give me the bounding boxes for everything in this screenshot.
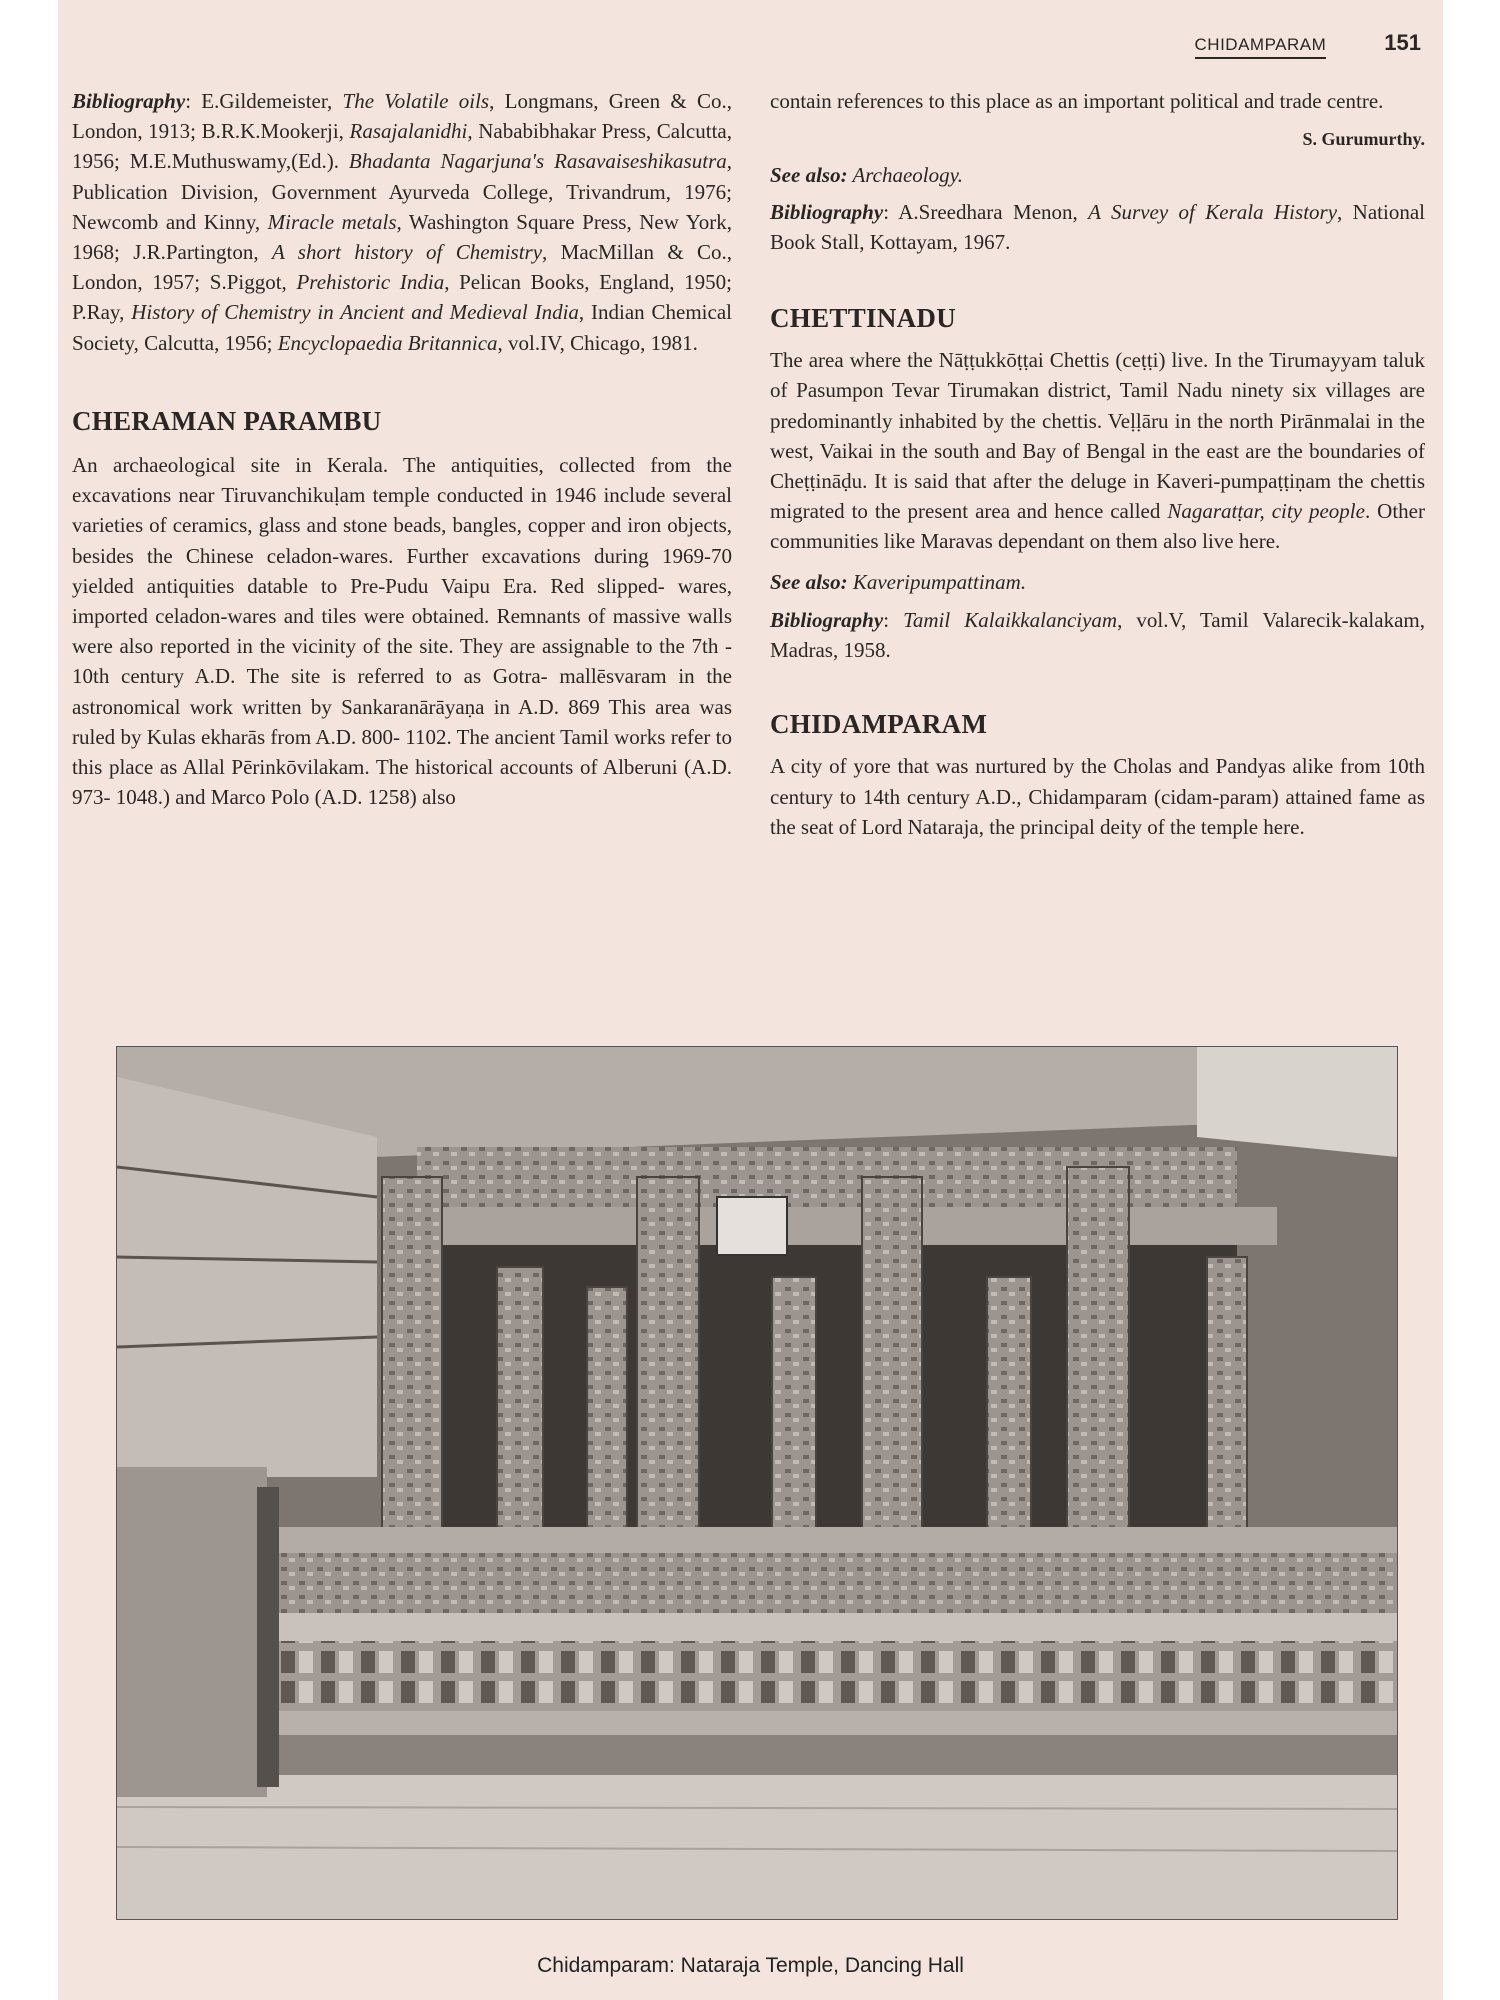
bibliography-gildemeister: Bibliography: E.Gildemeister, The Volatile oils, Longmans, Green & Co., London, 1913; B.R.K.Mookerji, Rasajalanidhi, Nababibhakar Press, Calcutta, 1956; M.E.Muthuswamy,(Ed.). Bhadanta Nagarjuna's Rasavaiseshikasutra, Publication Division, Government Ayurveda College, Trivandrum, 1976; Newcomb and Kinny, Miracle metals, Washington Square Press, New York, 1968; J.R.Partington, A short history of Chemistry, MacMillan & Co., London, 1957; S.Piggot, Prehistoric India, Pelican Books, England, 1950; P.Ray, History of Chemistry in Ancient and Medieval India, Indian Chemical Society, Calcutta, 1956; Encyclopaedia Britannica, vol.IV, Chicago, 1981. — [72, 89, 733, 355]
temple-photograph — [116, 1046, 1398, 1920]
page-header — [1195, 30, 1421, 59]
bibliography-kalaikkalanciyam: Bibliography: Tamil Kalaikkalanciyam, vol.V, Tamil Valarecik-kalakam, Madras, 1958. — [770, 607, 1425, 663]
heading-chettinadu: CHETTINADU — [770, 303, 957, 334]
heading-cheraman-parambu: CHERAMAN PARAMBU — [72, 405, 382, 436]
cheraman-parambu-body: An archaeological site in Kerala. The antiquities, collected from the excavations near Tiruvanchikuḷam temple conducted in 1946 include several varieties of ceramics, glass and stone beads, bangles, copper and iron objects, besides the Chinese celadon-wares. Further excavations during 1969-70 yielded antiquities datable to Pre-Pudu Vaipu Era. Red slipped- wares, imported celadon-wares and tiles were obtained. Remnants of massive walls were also reported in the vicinity of the site. They are assignable to the 7th - 10th century A.D. The site is referred to as Gotra- mallēsvaram in the astronomical work written by Sankaranārāyaṇa in A.D. 869 This area was ruled by Kulas ekharās from A.D. 800- 1102. The ancient Tamil works refer to this place as Allal Pērinkōvilakam. The historical accounts of Alberuni (A.D. 973- 1048.) and Marco Polo (A.D. 1258) also — [72, 453, 732, 810]
encyclopedia-page — [58, 0, 1443, 2000]
chidamparam-body: A city of yore that was nurtured by the Cholas and Pandyas alike from 10th century to 14th century A.D., Chidamparam (cidam-param) attained fame as the seat of Lord Nataraja, the principal deity of the temple here. — [770, 754, 1425, 839]
see-also-archaeology: See also: Archaeology. — [770, 163, 964, 188]
photo-caption: Chidamparam: Nataraja Temple, Dancing Hall — [537, 1954, 964, 1977]
page-number: 151 — [1384, 30, 1421, 55]
see-also-kaveripumpattinam: See also: Kaveripumpattinam. — [770, 569, 1027, 594]
left-column — [72, 86, 732, 812]
author-gurumurthy: S. Gurumurthy. — [1302, 129, 1425, 150]
running-head: CHIDAMPARAM — [1195, 35, 1327, 59]
bibliography-menon: Bibliography: A.Sreedhara Menon, A Survey of Kerala History, National Book Stall, Kottayam, 1967. — [770, 199, 1425, 254]
dancing-hall-illustration — [117, 1047, 1397, 1919]
cheraman-continuation: contain references to this place as an important political and trade centre. — [770, 89, 1384, 113]
heading-chidamparam: CHIDAMPARAM — [770, 709, 988, 740]
right-column — [770, 86, 1425, 842]
chettinadu-body: The area where the Nāṭṭukkōṭṭai Chettis (ceṭṭi) live. In the Tirumayyam taluk of Pasumpon Tevar Tirumakan district, Tamil Nadu ninety six villages are predominantly inhabited by the chettis. Veḷḷāru in the north Pirānmalai in the west, Vaikai in the south and Bay of Bengal in the east are the boundaries of Cheṭṭināḍu. It is said that after the deluge in Kaveri-pumpaṭṭiṇam the chettis migrated to the present area and hence called Nagaratṭar, city people. Other communities like Maravas dependant on them also live here. — [770, 348, 1425, 554]
